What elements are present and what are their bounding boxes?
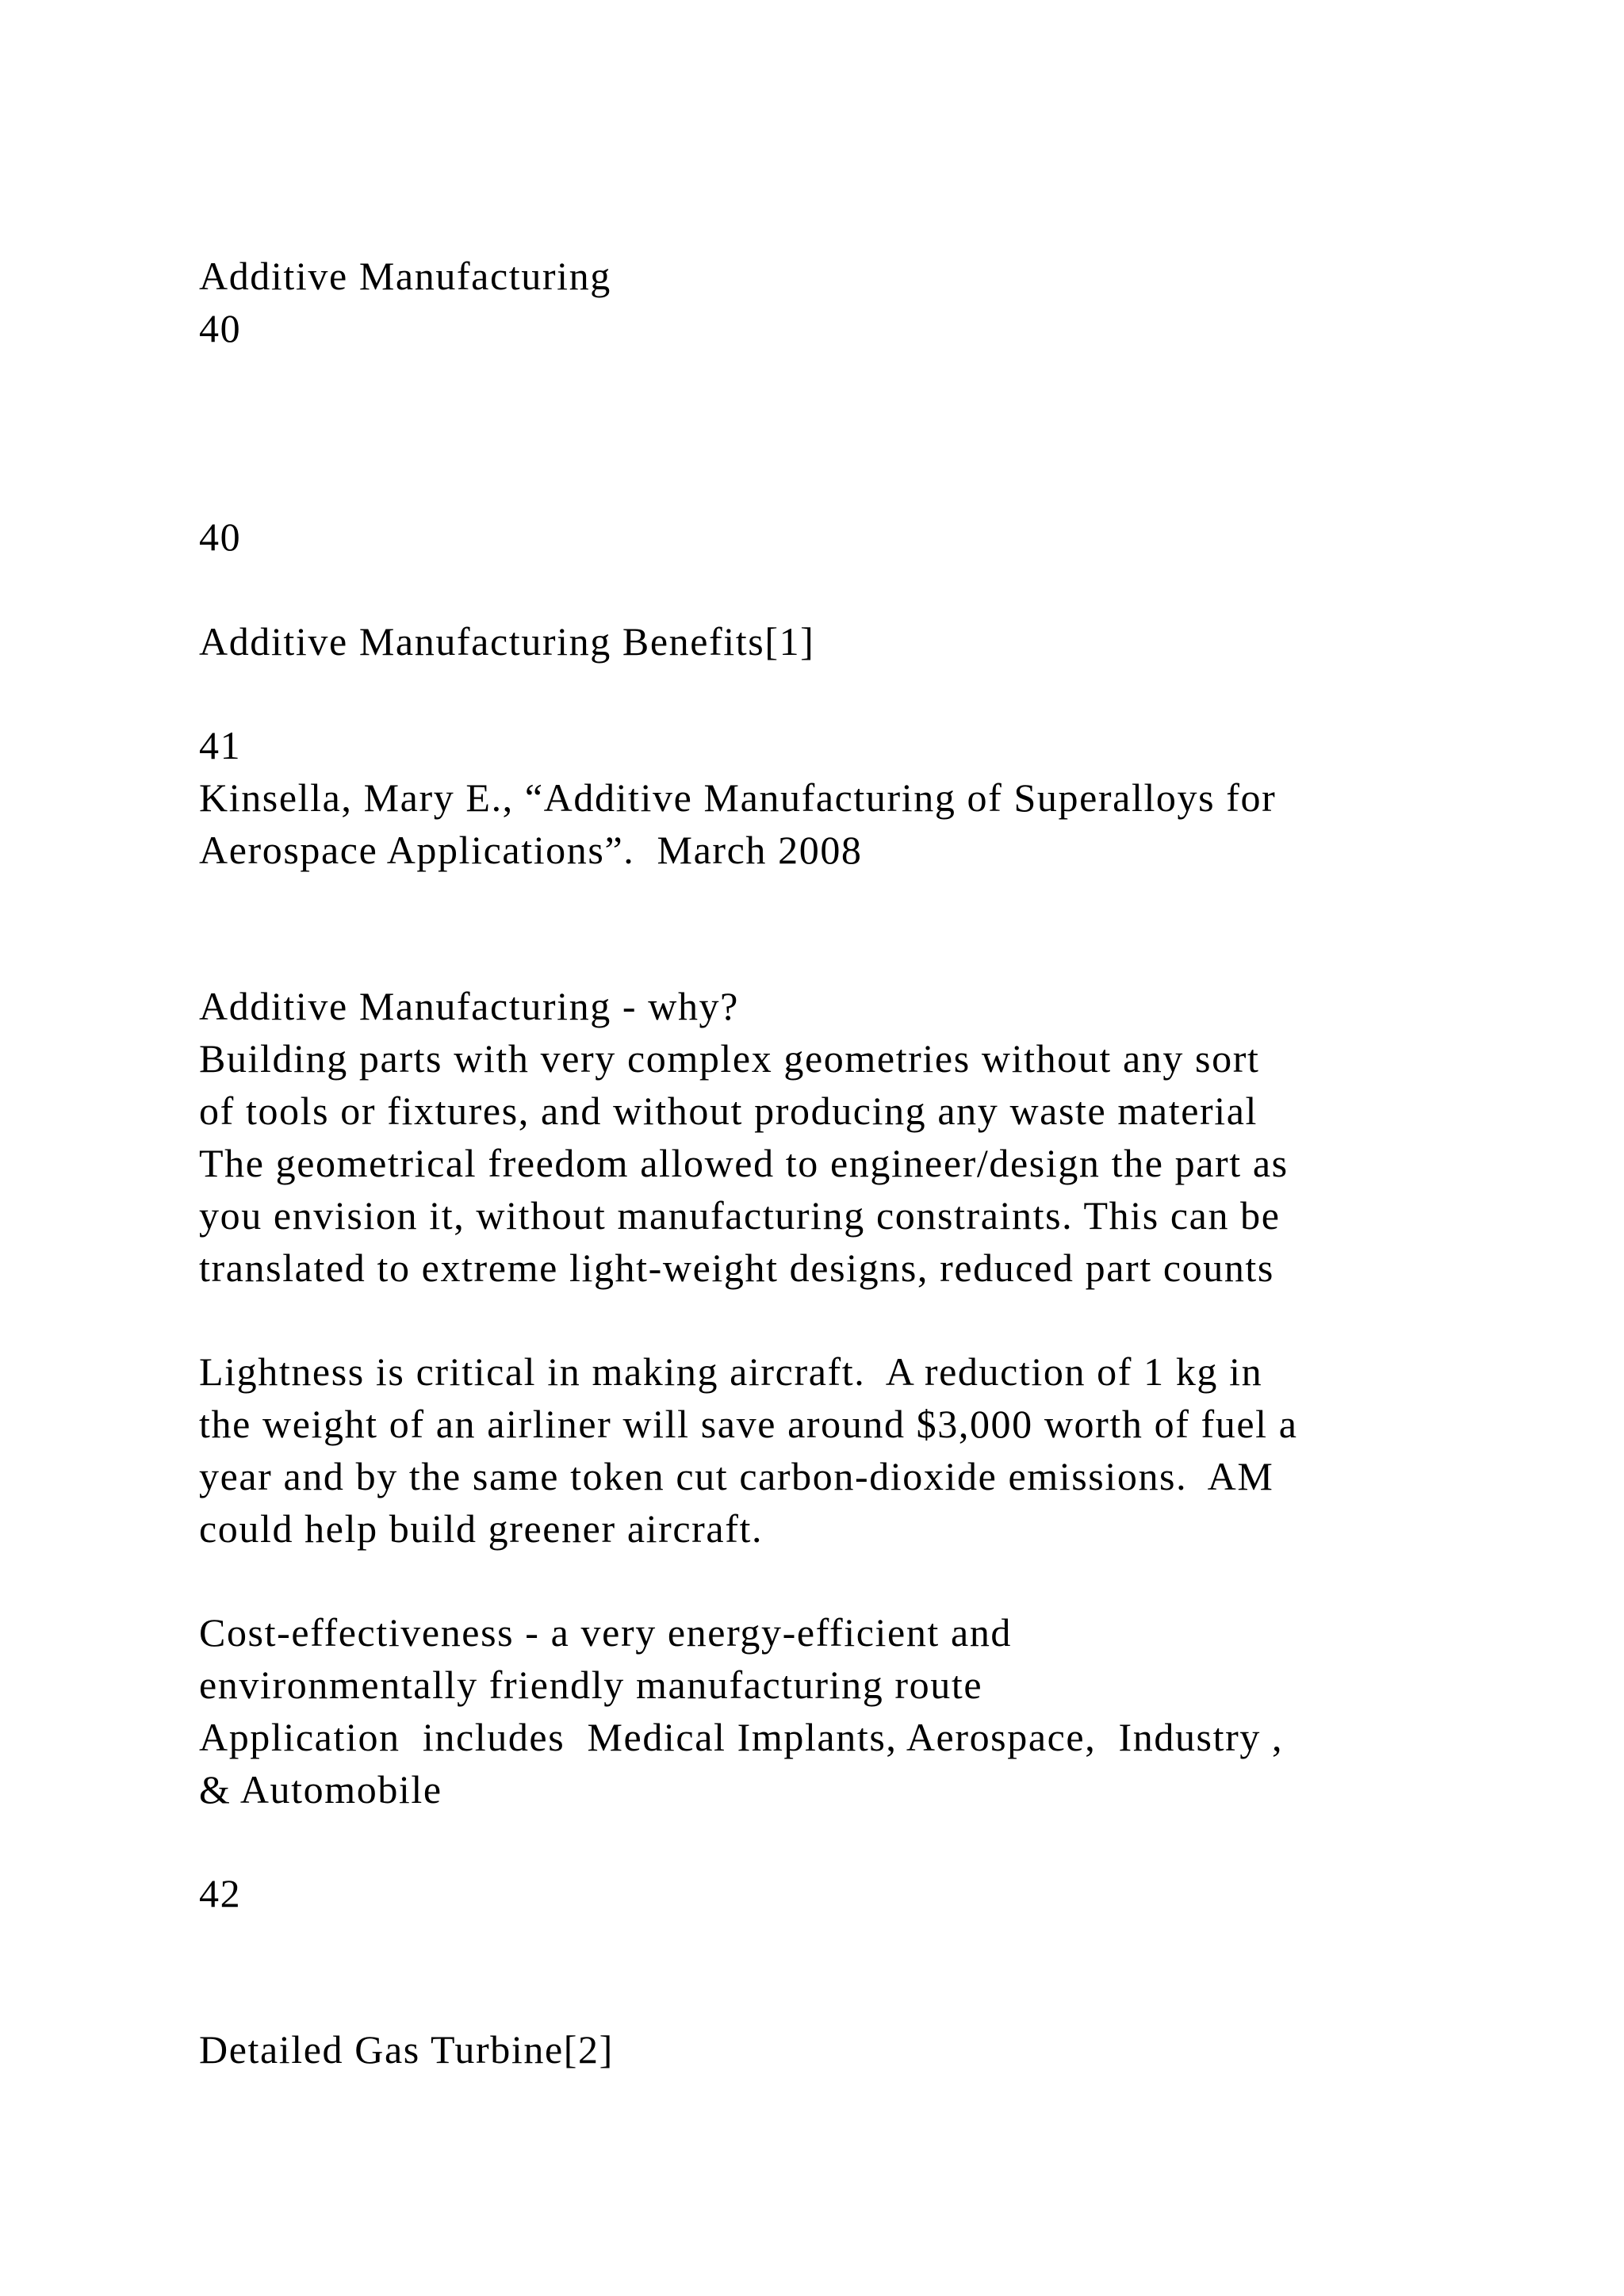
body-text-line: & Automobile: [199, 1767, 442, 1812]
body-text-line: you envision it, without manufacturing constraints. This can be: [199, 1193, 1281, 1238]
body-text-line: Lightness is critical in making aircraft. A reduction of 1 kg in: [199, 1349, 1263, 1394]
section-title-benefits: Additive Manufacturing Benefits[1]: [199, 619, 815, 664]
heading-additive-manufacturing: Additive Manufacturing: [199, 254, 611, 298]
body-text-line: Application includes Medical Implants, Aerospace, Industry ,: [199, 1715, 1284, 1759]
body-text-line: Building parts with very complex geometries without any sort: [199, 1036, 1260, 1081]
page-number: 40: [199, 515, 242, 559]
body-text-line: the weight of an airliner will save around $3,000 worth of fuel a: [199, 1402, 1298, 1446]
body-text-line: The geometrical freedom allowed to engineer/design the part as: [199, 1141, 1289, 1185]
body-text-line: could help build greener aircraft.: [199, 1506, 764, 1551]
body-text-line: translated to extreme light-weight designs, reduced part counts: [199, 1246, 1274, 1290]
body-text-line: environmentally friendly manufacturing route: [199, 1663, 983, 1707]
section-title-why: Additive Manufacturing - why?: [199, 984, 739, 1028]
citation-line: Aerospace Applications”. March 2008: [199, 828, 863, 872]
page-number: 42: [199, 1871, 242, 1915]
citation-line: Kinsella, Mary E., “Additive Manufacturing of Superalloys for: [199, 775, 1277, 820]
body-text-line: of tools or fixtures, and without producing any waste material: [199, 1089, 1258, 1133]
body-text-line: Cost-effectiveness - a very energy-efficient and: [199, 1610, 1013, 1655]
body-text-line: year and by the same token cut carbon-dioxide emissions. AM: [199, 1454, 1274, 1498]
section-title-gas-turbine: Detailed Gas Turbine[2]: [199, 2027, 614, 2072]
page-number: 41: [199, 723, 242, 767]
page-number: 40: [199, 306, 242, 350]
